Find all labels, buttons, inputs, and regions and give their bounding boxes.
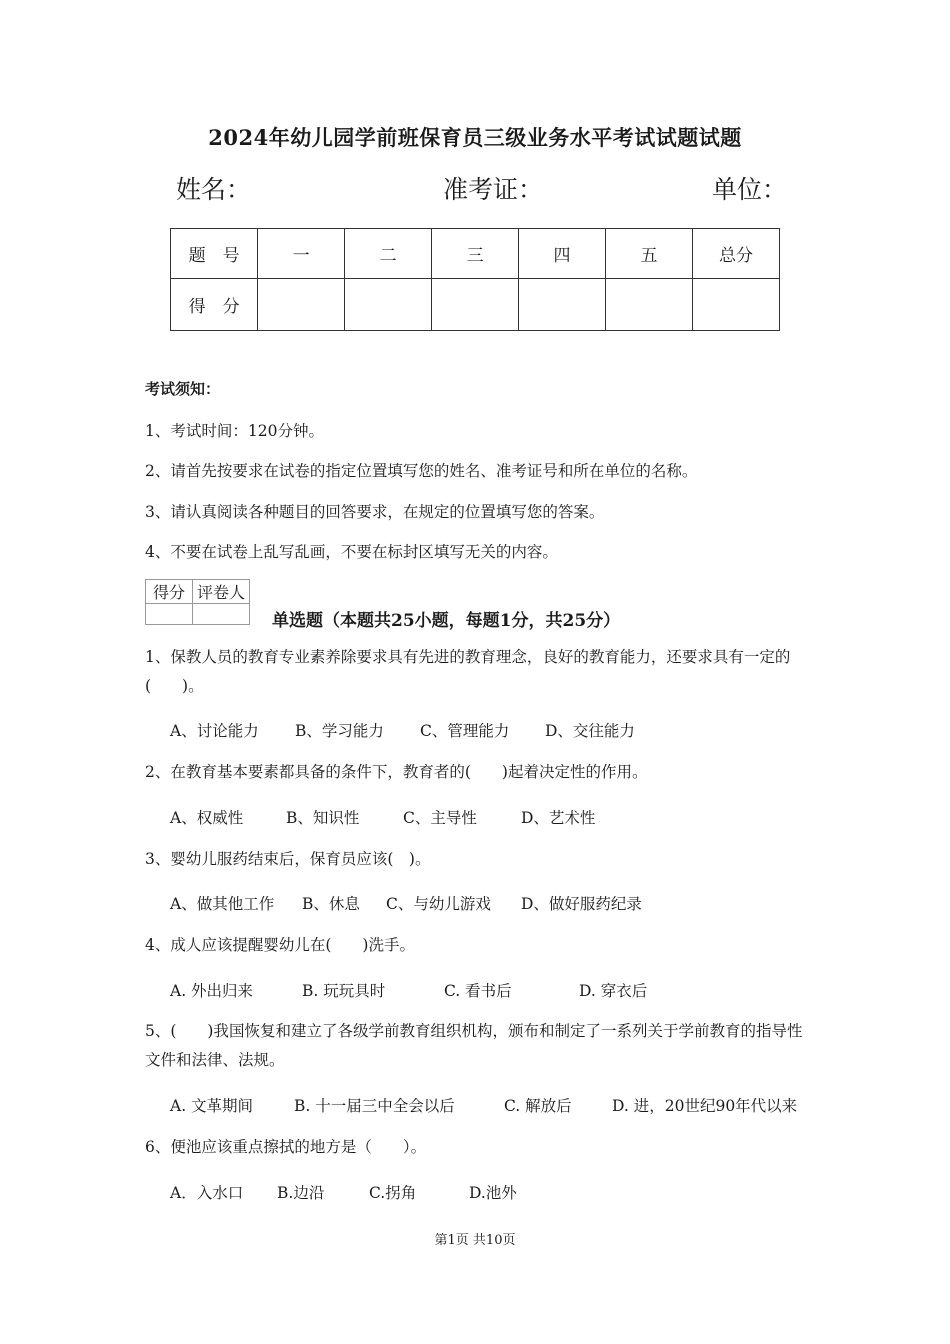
option-a[interactable]: A、权威性 bbox=[170, 809, 244, 827]
option-d[interactable]: D、艺术性 bbox=[521, 809, 596, 827]
question-6-options bbox=[170, 1181, 517, 1203]
question-1: 1、保教人员的教育专业素养除要求具有先进的教育理念，良好的教育能力，还要求具有一定的( )。 bbox=[145, 648, 791, 695]
option-d[interactable]: D、做好服药纪录 bbox=[521, 895, 642, 913]
score-table-score-row bbox=[171, 279, 780, 331]
question-3-options bbox=[170, 892, 642, 914]
option-c[interactable]: C.拐角 bbox=[369, 1184, 417, 1202]
score-cell[interactable] bbox=[345, 279, 432, 331]
option-c[interactable]: C. 看书后 bbox=[444, 982, 512, 1000]
option-b[interactable]: B. 十一届三中全会以后 bbox=[294, 1097, 455, 1115]
exam-title: 2024年幼儿园学前班保育员三级业务水平考试试题试题 bbox=[208, 125, 742, 150]
option-a[interactable]: A. 外出归来 bbox=[170, 982, 254, 1000]
option-a[interactable]: A、讨论能力 bbox=[170, 722, 259, 740]
notice-item: 4、不要在试卷上乱写乱画，不要在标封区填写无关的内容。 bbox=[145, 543, 558, 561]
option-b[interactable]: B、休息 bbox=[302, 895, 360, 913]
option-c[interactable]: C、主导性 bbox=[403, 809, 477, 827]
score-table-header-cell: 三 bbox=[432, 229, 519, 279]
question-2-options bbox=[170, 806, 595, 828]
question-4-options bbox=[170, 979, 647, 1001]
score-table-header-cell: 总分 bbox=[692, 229, 779, 279]
score-row-label: 得 分 bbox=[171, 279, 258, 331]
option-a[interactable]: A．入水口 bbox=[170, 1184, 244, 1202]
score-table-header-cell: 一 bbox=[258, 229, 345, 279]
option-d[interactable]: D、交往能力 bbox=[545, 722, 635, 740]
option-c[interactable]: C. 解放后 bbox=[504, 1097, 572, 1115]
notice-item: 2、请首先按要求在试卷的指定位置填写您的姓名、准考证号和所在单位的名称。 bbox=[145, 462, 698, 480]
grader-name-label: 评卷人 bbox=[193, 580, 250, 604]
question-6: 6、便池应该重点擦拭的地方是（ ）。 bbox=[145, 1138, 427, 1156]
notice-item: 3、请认真阅读各种题目的回答要求，在规定的位置填写您的答案。 bbox=[145, 503, 605, 521]
score-table-header-row bbox=[171, 229, 780, 279]
score-table-header-cell: 二 bbox=[345, 229, 432, 279]
page-footer: 第1页 共10页 bbox=[434, 1233, 516, 1248]
grader-score-cell[interactable] bbox=[146, 604, 193, 625]
grader-score-label: 得分 bbox=[146, 580, 193, 604]
grader-name-cell[interactable] bbox=[193, 604, 250, 625]
option-d[interactable]: D. 进，20世纪90年代以来 bbox=[612, 1097, 798, 1115]
grader-box bbox=[145, 579, 250, 625]
option-c[interactable]: C、管理能力 bbox=[420, 722, 510, 740]
option-b[interactable]: B.边沿 bbox=[277, 1184, 325, 1202]
name-field-label: 姓名： bbox=[176, 175, 252, 204]
score-table-header-cell: 题 号 bbox=[171, 229, 258, 279]
score-cell[interactable] bbox=[519, 279, 606, 331]
question-1-options bbox=[170, 719, 635, 741]
question-2: 2、在教育基本要素都具备的条件下，教育者的( )起着决定性的作用。 bbox=[145, 763, 648, 781]
section-title: 单选题（本题共25小题，每题1分，共25分） bbox=[272, 611, 621, 631]
question-3: 3、婴幼儿服药结束后，保育员应该( )。 bbox=[145, 850, 431, 868]
option-a[interactable]: A. 文革期间 bbox=[170, 1097, 254, 1115]
unit-field-label: 单位： bbox=[712, 175, 788, 204]
question-4: 4、成人应该提醒婴幼儿在( )洗手。 bbox=[145, 936, 415, 954]
score-cell[interactable] bbox=[432, 279, 519, 331]
option-b[interactable]: B、学习能力 bbox=[295, 722, 384, 740]
option-d[interactable]: D. 穿衣后 bbox=[579, 982, 648, 1000]
score-cell[interactable] bbox=[606, 279, 693, 331]
question-5-options bbox=[170, 1094, 797, 1116]
score-table bbox=[170, 228, 780, 331]
question-5: 5、( )我国恢复和建立了各级学前教育组织机构，颁布和制定了一系列关于学前教育的指导性文件和法律、法规。 bbox=[145, 1022, 803, 1069]
score-table-header-cell: 五 bbox=[606, 229, 693, 279]
notice-item: 1、考试时间：120分钟。 bbox=[145, 422, 324, 440]
option-a[interactable]: A、做其他工作 bbox=[170, 895, 275, 913]
option-b[interactable]: B、知识性 bbox=[286, 809, 360, 827]
option-d[interactable]: D.池外 bbox=[469, 1184, 517, 1202]
option-c[interactable]: C、与幼儿游戏 bbox=[386, 895, 491, 913]
option-b[interactable]: B. 玩玩具时 bbox=[302, 982, 386, 1000]
exam-number-field-label: 准考证： bbox=[443, 175, 544, 204]
score-cell[interactable] bbox=[692, 279, 779, 331]
score-table-header-cell: 四 bbox=[519, 229, 606, 279]
notice-title: 考试须知： bbox=[145, 380, 221, 398]
score-cell[interactable] bbox=[258, 279, 345, 331]
